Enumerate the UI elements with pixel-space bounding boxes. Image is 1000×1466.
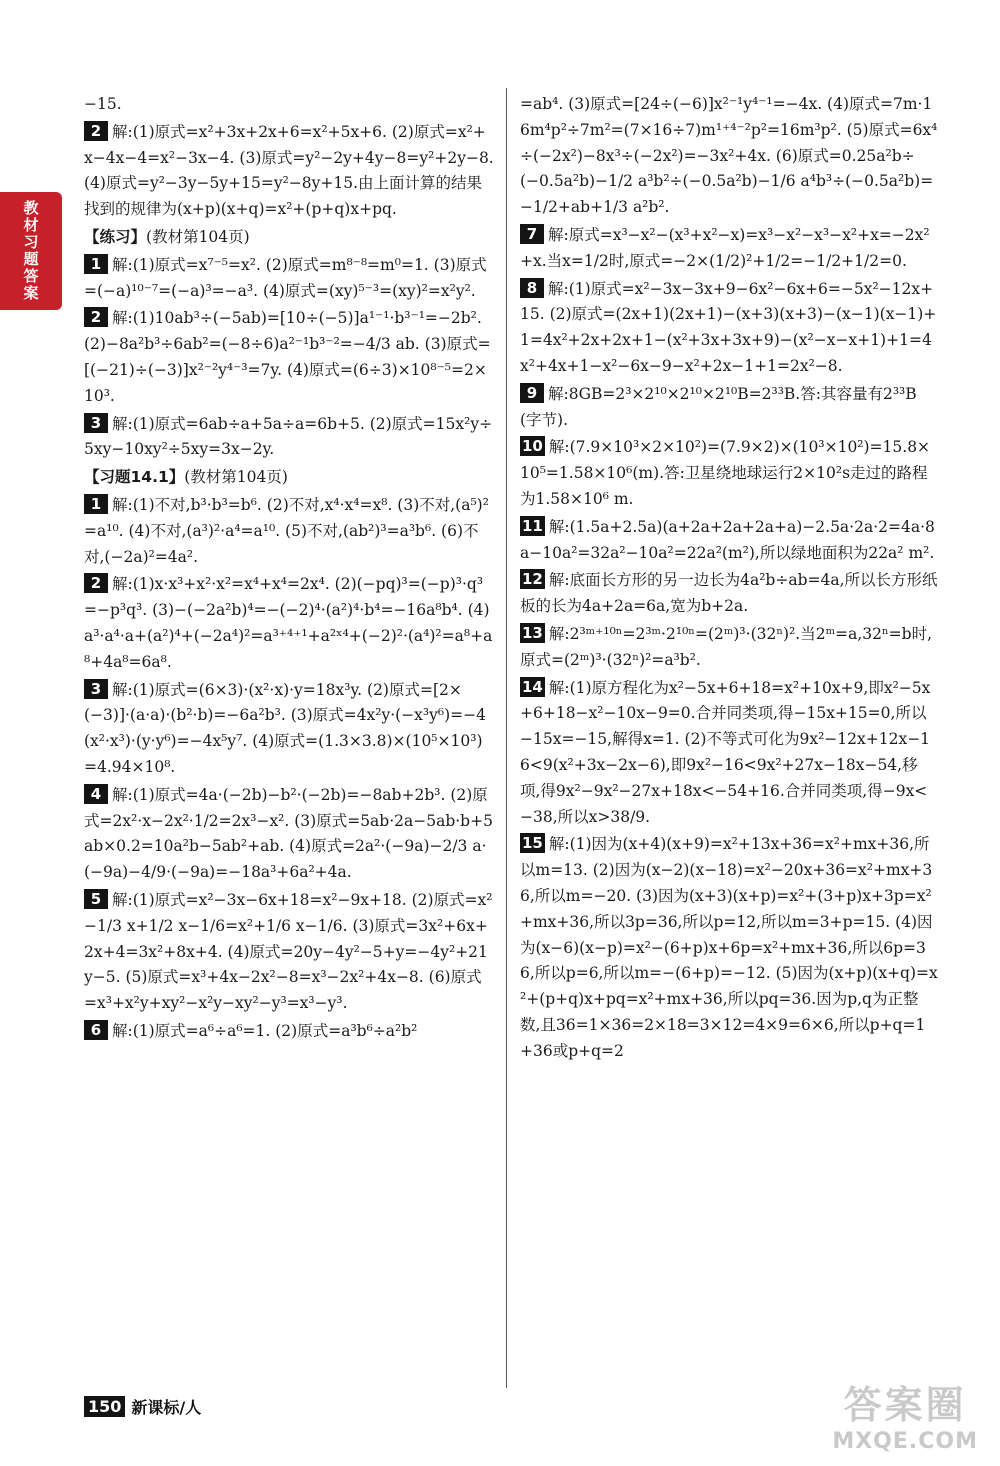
answer-text: 解:原式=x³−x²−(x³+x²−x)=x³−x²−x³−x²+x=−2x²+x.当x=1/2时,原式=−2×(1/2)²+1/2=−1/2+1/2=0. (520, 225, 930, 270)
answer-item (84, 888, 494, 1017)
question-number: 1 (84, 254, 108, 274)
answer-item (520, 382, 938, 434)
answer-text: 解:(1)原式=x²+3x+2x+6=x²+5x+6. (2)原式=x²+x−4x−4=x²−3x−4. (3)原式=y²−2y+4y−8=y²+2y−8. (4)原式=y²−3y−5y+15=y²−8y+15.由上面计算的结果找到的规律为(x+p)(x+q)=x²+(p+q)x+pq. (84, 122, 494, 219)
answer-text: 解:底面长方形的另一边长为4a²b÷ab=4a,所以长方形纸板的长为4a+2a=6a,宽为b+2a. (520, 571, 938, 616)
answer-item (84, 678, 494, 781)
watermark-text: 答案圈 (843, 1383, 967, 1427)
answer-item (84, 306, 494, 409)
question-number: 12 (522, 570, 543, 589)
answer-text: 解:(1)原式=x⁷⁻⁵=x². (2)原式=m⁸⁻⁸=m⁰=1. (3)原式=(−a)¹⁰⁻⁷=(−a)³=−a³. (4)原式=(xy)⁵⁻³=(xy)²=x²y². (84, 255, 487, 300)
answer-text: (教材第104页) (146, 227, 250, 246)
answer-text: 解:(1)原方程化为x²−5x+6+18=x²+10x+9,即x²−5x+6+18−x²−10x−9=0.合并同类项,得−15x+15=0,所以−15x=−15,解得x=1. (2)不等式可化为9x²−12x+12x−16<9(x²+3x−2x−6),即9x²−16<9x²+27x−18x−54,移项,得9x²−9x²−27x+18x<−54+16.合并同类项,得−9x<−38,所以x>38/9. (520, 678, 931, 826)
answer-text: 解:(1)原式=x²−3x−3x+9−6x²−6x+6=−5x²−12x+15. (2)原式=(2x+1)(2x+1)−(x+3)(x+3)−(x−1)(x−1)+1=4x²+2x+2x+1−(x²+3x+3x+9)−(x²−x−x+1)+1=4x²+4x+1−x²−6x−9−x²+2x−1+1=2x²−8. (520, 279, 937, 375)
question-number: 2 (84, 121, 108, 141)
question-number: 13 (522, 623, 543, 642)
answer-text: 解:2³ᵐ⁺¹⁰ⁿ=2³ᵐ·2¹⁰ⁿ=(2ᵐ)³·(32ⁿ)².当2ᵐ=a,32ⁿ=b时,原式=(2ᵐ)³·(32ⁿ)²=a³b². (520, 624, 933, 669)
question-number: 10 (522, 437, 543, 456)
page-number: 150 (84, 1396, 125, 1417)
question-number: 1 (84, 494, 108, 514)
answer-item (520, 676, 938, 831)
answer-item (520, 622, 938, 674)
section-heading: 【习题14.1】 (84, 468, 185, 487)
question-number: 9 (520, 383, 544, 403)
question-number: 8 (520, 278, 544, 298)
question-number: 2 (84, 307, 108, 327)
answer-item (520, 435, 938, 512)
question-number: 4 (84, 784, 108, 804)
answer-item (84, 92, 494, 118)
answer-text: 解:(1)原式=4a·(−2b)−b²·(−2b)=−8ab+2b³. (2)原式=2x²·x−2x²·1/2=2x³−x². (3)原式=5ab·2a−5ab·b+5ab×0.2=10a²b−5ab²+ab. (4)原式=2a²·(−9a)−2/3 a·(−9a)−4/9·(−9a)=−18a³+6a²+4a. (84, 785, 493, 882)
answer-item (84, 572, 494, 675)
section-heading: 【练习】 (84, 227, 147, 246)
question-number: 11 (522, 516, 543, 535)
column-divider (506, 88, 507, 1388)
answer-text: 解:(7.9×10³×2×10²)=(7.9×2)×(10³×10²)=15.8×10⁵=1.58×10⁶(m).答:卫星绕地球运行2×10²s走过的路程为1.58×10⁶ m. (520, 438, 931, 508)
watermark-url: MXQE.COM (832, 1429, 978, 1454)
answer-item (84, 493, 494, 570)
question-number: 5 (84, 889, 108, 909)
answer-item (520, 92, 938, 221)
answer-text: 解:(1)原式=x²−3x−6x+18=x²−9x+18. (2)原式=x²−1/3 x+1/2 x−1/6=x²+1/6 x−1/6. (3)原式=3x²+6x+2x+4=3x²+8x+4. (4)原式=20y−4y²−5+y=−4y²+21y−5. (5)原式=x³+4x−2x²−8=x³−2x²+4x−8. (6)原式=x³+x²y+xy²−x²y−xy²−y³=x³−y³. (84, 890, 493, 1013)
question-number: 3 (84, 679, 108, 699)
right-column (520, 92, 938, 1382)
answer-item (84, 465, 494, 491)
answer-text: (教材第104页) (184, 468, 288, 487)
answer-text: 解:(1)不对,b³·b³=b⁶. (2)不对,x⁴·x⁴=x⁸. (3)不对,(a⁵)²=a¹⁰. (4)不对,(a³)²·a⁴=a¹⁰. (5)不对,(ab²)³=a³b⁶. (6)不对,(−2a)²=4a². (84, 495, 489, 566)
answer-item (520, 277, 938, 380)
answer-item (84, 120, 494, 223)
left-column (84, 92, 494, 1382)
question-number: 7 (520, 224, 544, 244)
answer-text: 解:(1)因为(x+4)(x+9)=x²+13x+36=x²+mx+36,所以m=13. (2)因为(x−2)(x−18)=x²−20x+36=x²+mx+36,所以m=−20. (3)因为(x+3)(x+p)=x²+(3+p)x+3p=x²+mx+36,所以3p=36,所以p=12,所以m=3+p=15. (4)因为(x−6)(x−p)=x²−(6+p)x+6p=x²+mx+36,所以6p=36,所以p=6,所以m=−(6+p)=−12. (5)因为(x+p)(x+q)=x²+(p+q)x+pq=x²+mx+36,所以pq=36.因为p,q为正整数,且36=1×36=2×18=3×12=4×9=6×6,所以p+q=1+36或p+q=2 (520, 835, 938, 1060)
question-number: 3 (84, 413, 108, 433)
answer-item (84, 1019, 494, 1045)
question-number: 14 (522, 677, 543, 696)
answer-item (520, 568, 938, 620)
answer-text: =ab⁴. (3)原式=[24÷(−6)]x²⁻¹y⁴⁻¹=−4x. (4)原式=7m·16m⁴p²÷7m²=(7×16÷7)m¹⁺⁴⁻²p²=16m³p². (5)原式=6x⁴÷(−2x²)−8x³÷(−2x²)=−3x²+4x. (6)原式=0.25a²b÷(−0.5a²b)−1/2 a³b²÷(−0.5a²b)−1/6 a⁴b³÷(−0.5a²b)=−1/2+ab+1/3 a²b². (520, 95, 938, 217)
answer-text: 解:8GB=2³×2¹⁰×2¹⁰×2¹⁰B=2³³B.答:其容量有2³³B(字节). (520, 384, 917, 429)
page-footer (84, 1395, 201, 1418)
question-number: 6 (84, 1020, 108, 1040)
answer-item (84, 412, 494, 464)
answer-text: 解:(1.5a+2.5a)(a+2a+2a+2a+a)−2.5a·2a·2=4a·8a−10a²=32a²−10a²=22a²(m²),所以绿地面积为22a² m². (520, 517, 935, 562)
answer-text: 解:(1)10ab³÷(−5ab)=[10÷(−5)]a¹⁻¹·b³⁻¹=−2b². (2)−8a²b³÷6ab²=(−8÷6)a²⁻¹b³⁻²=−4/3 ab. (3)原式=[(−21)÷(−3)]x²⁻²y⁴⁻³=7y. (4)原式=(6÷3)×10⁸⁻⁵=2×10³. (84, 309, 491, 405)
answer-text: 解:(1)原式=6ab÷a+5a÷a=6b+5. (2)原式=15x²y÷5xy−10xy²÷5xy=3x−2y. (84, 414, 493, 459)
answer-item (84, 783, 494, 886)
side-tab: 教材习题答案 (0, 192, 62, 310)
answer-item (520, 832, 938, 1064)
answer-text: 解:(1)x·x³+x²·x²=x⁴+x⁴=2x⁴. (2)(−pq)³=(−p)³·q³=−p³q³. (3)−(−2a²b)⁴=−(−2)⁴·(a²)⁴·b⁴=−16a⁸b⁴. (4)a³·a⁴·a+(a²)⁴+(−2a⁴)²=a³⁺⁴⁺¹+a²ˣ⁴+(−2)²·(a⁴)²=a⁸+a⁸+4a⁸=6a⁸. (84, 575, 493, 671)
watermark (832, 1374, 978, 1454)
answer-item (520, 515, 938, 567)
answer-text: −15. (84, 95, 122, 113)
answer-item (84, 253, 494, 305)
answer-item (84, 225, 494, 251)
answer-item (520, 223, 938, 275)
question-number: 2 (84, 573, 108, 593)
answer-text: 解:(1)原式=(6×3)·(x²·x)·y=18x³y. (2)原式=[2×(−3)]·(a·a)·(b²·b)=−6a²b³. (3)原式=4x²y·(−x³y⁶)=−4(x²·x³)·(y·y⁶)=−4x⁵y⁷. (4)原式=(1.3×3.8)×(10⁵×10³)=4.94×10⁸. (84, 680, 486, 776)
answer-text: 解:(1)原式=a⁶÷a⁶=1. (2)原式=a³b⁶÷a²b² (112, 1021, 418, 1040)
question-number: 15 (522, 834, 543, 853)
book-label: 新课标/人 (131, 1398, 202, 1417)
